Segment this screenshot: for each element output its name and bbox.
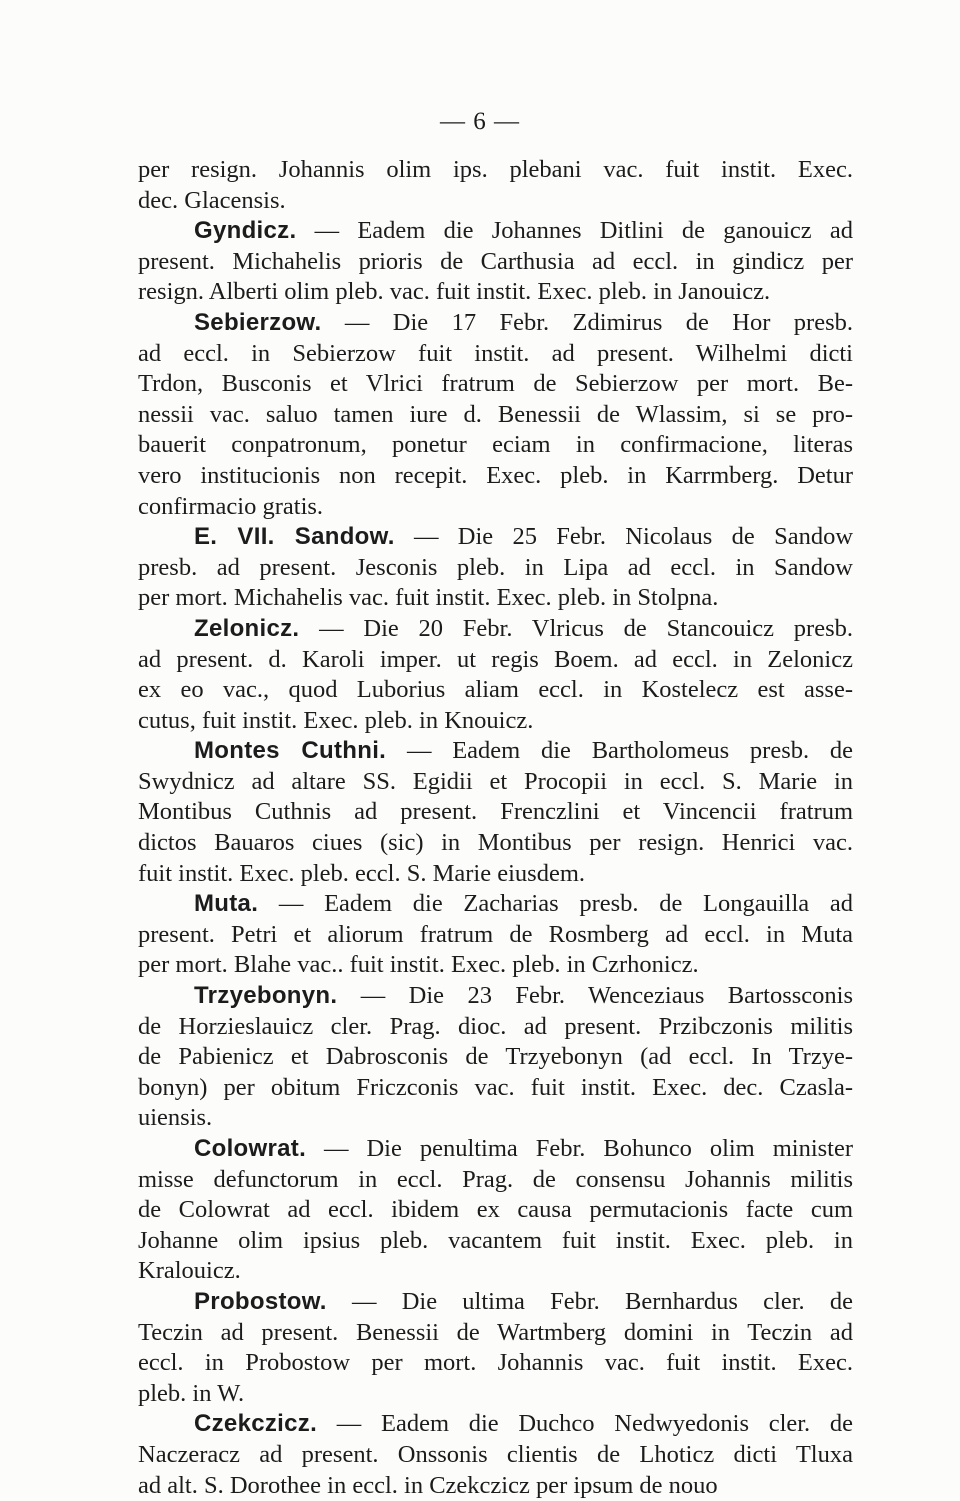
entry-heading-line: [138, 889, 853, 920]
entry-heading: Probostow.: [194, 1287, 327, 1315]
text-line: de Colowrat ad eccl. ibidem ex causa permutacionis facte cum: [138, 1196, 853, 1224]
document-entry: [138, 155, 853, 216]
document-entry: [138, 1409, 853, 1501]
text-line: eccl. in Probostow per mort. Johannis vac. fuit instit. Exec.: [138, 1349, 853, 1377]
text-line: Swydnicz ad altare SS. Egidii et Procopii in eccl. S. Marie in: [138, 767, 853, 795]
text-line: dictos Bauaros ciues (sic) in Montibus per resign. Henrici vac.: [138, 829, 853, 857]
entry-heading: Czekczicz.: [194, 1410, 318, 1438]
entry-heading-line: [138, 981, 853, 1012]
entry-heading-line: [138, 736, 853, 767]
text-line: misse defunctorum in eccl. Prag. de consensu Johannis militis: [138, 1165, 853, 1193]
text-line: Naczeracz ad present. Onssonis clientis de Lhoticz dicti Tluxa: [138, 1440, 853, 1468]
text-line: fuit instit. Exec. pleb. eccl. S. Marie eiusdem.: [138, 859, 586, 887]
document-entry: [138, 308, 853, 522]
entry-heading: Gyndicz.: [194, 217, 297, 245]
entry-heading-line: [138, 1287, 853, 1318]
document-entry: [138, 736, 853, 889]
text-line: present. Michahelis prioris de Carthusia ad eccl. in gindicz per: [138, 247, 853, 275]
entry-text: — Die 25 Febr. Nicolaus de Sandow: [413, 523, 854, 551]
entry-heading: Montes Cuthni.: [194, 737, 387, 765]
entry-heading-line: [138, 614, 853, 645]
text-line: de Horzieslauicz cler. Prag. dioc. ad present. Przibczonis militis: [138, 1012, 853, 1040]
text-line: per mort. Blahe vac.. fuit instit. Exec. pleb. in Czrhonicz.: [138, 951, 699, 979]
text-line: Teczin ad present. Benessii de Wartmberg domini in Teczin ad: [138, 1318, 853, 1346]
text-line: dec. Glacensis.: [138, 186, 286, 214]
entry-text: — Die 23 Febr. Wenceziaus Bartossconis: [360, 982, 853, 1010]
document-entry: [138, 981, 853, 1134]
text-line: vero institucionis non recepit. Exec. pleb. in Karrmberg. Detur: [138, 461, 853, 489]
entry-text: — Die penultima Febr. Bohunco olim minister: [324, 1135, 854, 1162]
entry-text: — Die ultima Febr. Bernhardus cler. de: [352, 1287, 853, 1315]
text-line: resign. Alberti olim pleb. vac. fuit instit. Exec. pleb. in Janouicz.: [138, 278, 771, 306]
entry-text: — Eadem die Duchco Nedwyedonis cler. de: [336, 1410, 854, 1438]
entry-heading: Colowrat.: [194, 1135, 307, 1162]
text-line: confirmacio gratis.: [138, 492, 324, 520]
text-line: ad alt. S. Dorothee in eccl. in Czekczicz per ipsum de nouo: [138, 1471, 718, 1499]
entry-heading: Sebierzow.: [194, 308, 322, 336]
text-line: Johanne olim ipsius pleb. vacantem fuit instit. Exec. pleb. in: [138, 1226, 853, 1254]
text-line: nessii vac. saluo tamen iure d. Benessii de Wlassim, si se pro-: [138, 400, 853, 428]
text-line: uiensis.: [138, 1104, 213, 1132]
entry-text: — Eadem die Zacharias presb. de Longauilla ad: [278, 890, 853, 918]
entry-heading-line: [138, 1134, 853, 1165]
entry-heading: Zelonicz.: [194, 614, 300, 642]
entry-heading: E. VII. Sandow.: [194, 523, 395, 551]
text-line: present. Petri et aliorum fratrum de Rosmberg ad eccl. in Muta: [138, 920, 853, 948]
entry-text: — Eadem die Johannes Ditlini de ganouicz ad: [314, 217, 854, 245]
document-entry: [138, 1287, 853, 1409]
text-line: cutus, fuit instit. Exec. pleb. in Knouicz.: [138, 706, 534, 734]
document-body: [138, 155, 853, 1501]
text-line: per mort. Michahelis vac. fuit instit. Exec. pleb. in Stolpna.: [138, 584, 719, 612]
document-entry: [138, 614, 853, 736]
document-entry: [138, 216, 853, 308]
entry-heading-line: [138, 522, 853, 553]
page-number: — 6 —: [440, 108, 520, 135]
text-line: bonyn) per obitum Friczconis vac. fuit instit. Exec. dec. Czasla-: [138, 1073, 853, 1101]
entry-heading-line: [138, 1409, 853, 1440]
entry-text: — Die 20 Febr. Vlricus de Stancouicz presb.: [319, 614, 854, 642]
text-line: Kralouicz.: [138, 1257, 241, 1285]
document-entry: [138, 1134, 853, 1287]
entry-text: — Eadem die Bartholomeus presb. de: [406, 737, 853, 765]
entry-heading: Trzyebonyn.: [194, 982, 338, 1010]
document-entry: [138, 522, 853, 614]
entry-heading: Muta.: [194, 890, 259, 918]
text-line: de Pabienicz et Dabrosconis de Trzyebonyn (ad eccl. In Trzye-: [138, 1043, 853, 1071]
text-line: presb. ad present. Jesconis pleb. in Lipa ad eccl. in Sandow: [138, 553, 853, 581]
text-line: ad eccl. in Sebierzow fuit instit. ad present. Wilhelmi dicti: [138, 339, 853, 367]
text-line: bauerit conpatronum, ponetur eciam in confirmacione, literas: [138, 431, 853, 459]
text-line: Montibus Cuthnis ad present. Frenczlini et Vincencii fratrum: [138, 798, 853, 826]
text-line: pleb. in W.: [138, 1379, 245, 1407]
text-line: ad present. d. Karoli imper. ut regis Boem. ad eccl. in Zelonicz: [138, 645, 853, 673]
document-entry: [138, 889, 853, 981]
entry-heading-line: [138, 308, 853, 339]
text-line: per resign. Johannis olim ips. plebani vac. fuit instit. Exec.: [138, 156, 853, 183]
text-line: Trdon, Busconis et Vlrici fratrum de Sebierzow per mort. Be-: [138, 370, 853, 398]
text-line: ex eo vac., quod Luborius aliam eccl. in Kostelecz est asse-: [138, 676, 853, 704]
entry-heading-line: [138, 216, 853, 247]
entry-text: — Die 17 Febr. Zdimirus de Hor presb.: [344, 308, 853, 336]
